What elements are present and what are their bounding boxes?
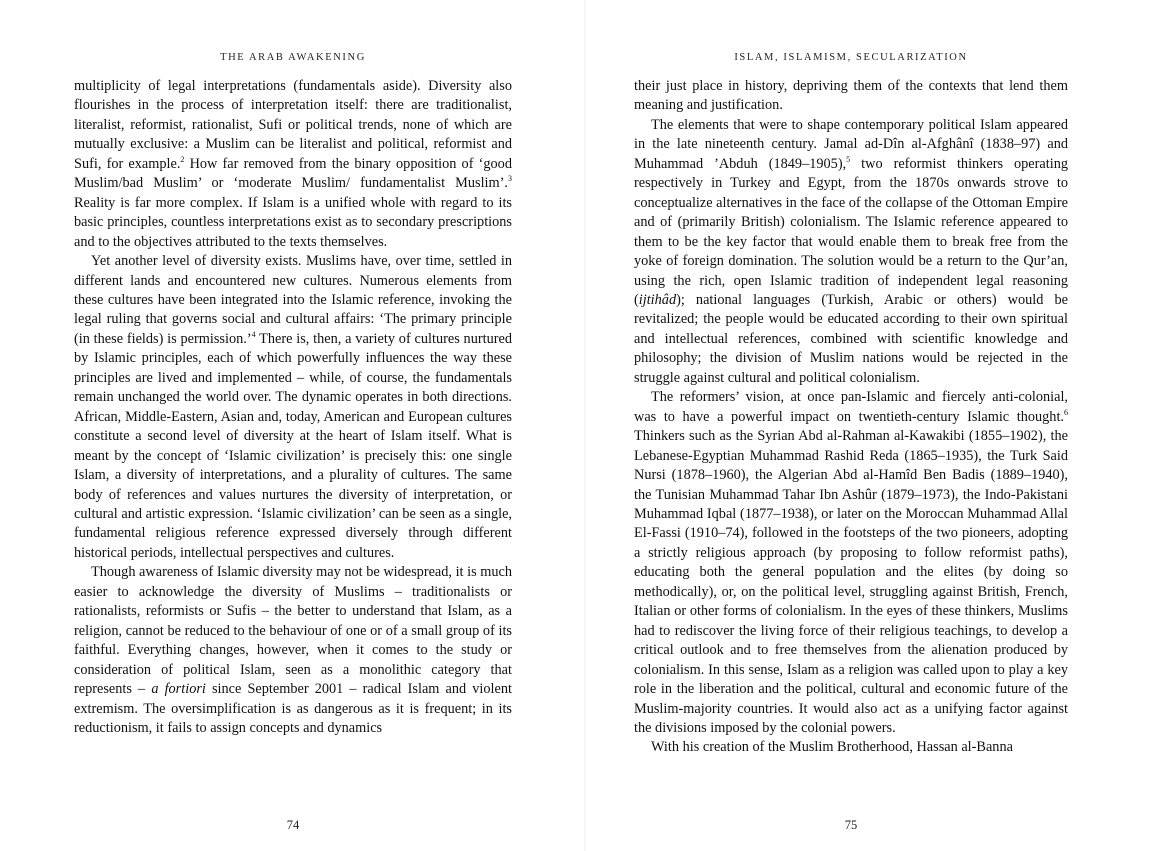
paragraph [74, 77, 512, 252]
footnote-ref[interactable]: 6 [1064, 407, 1068, 417]
text-run: ); national languages (Turkish, Arabic or others) would be revitalized; the people would be educated according to their own spiritual and intellectual references, combined with scientific knowledge and philosophy; the division of Muslim nations would be rejected in the struggle against cultural and political colonialism. [634, 291, 1068, 386]
paragraph: With his creation of the Muslim Brotherhood, Hassan al-Banna [651, 739, 1013, 756]
footnote-ref[interactable]: 3 [508, 174, 512, 184]
italic-phrase: a fortiori [151, 681, 206, 698]
text-run: multiplicity of legal interpretations (fundamentals aside). Diversity also flourishes in the process of interpretation itself: there are traditionalist, literalist, reformist, rationalist, Sufi or political trends, none of which are mutually exclusive: a Muslim can be literalist and political, reformist and Sufi, for example. [74, 78, 512, 172]
paragraph [634, 388, 1068, 738]
text-run: Thinkers such as the Syrian Abd al-Rahman al-Kawakibi (1855–1902), the Lebanese-Egyptian Muhammad Rashid Reda (1865–1935), the Turk Said Nursi (1878–1960), the Algerian Abd al-Hamîd Ben Badis (1889–1940), the Tunisian Muhammad Tahar Ibn Ashûr (1879–1973), the Indo-Pakistani Muhammad Iqbal (1877–1938), or later on the Moroccan Muhammad Allal El-Fassi (1910–74), followed in the footsteps of the two pioneers, adopting a strictly religious approach (by proposing to follow reformist paths), educating both the general population and the elites (by doing so methodically), or, on the political level, struggling against British, French, Italian or other forms of colonialism. In the eyes of these thinkers, Muslims had to rediscover the living force of their religious teachings, to develop a critical outlook and to free themselves from the alienation produced by colonialism. In this sense, Islam as a religion was called upon to play a key role in the liberation and the political, cultural and economic future of the Muslim-majority countries. It would also act as a unifying factor against the divisions imposed by the colonial powers. [634, 428, 1068, 736]
paragraph [634, 116, 1068, 388]
paragraph [74, 252, 512, 563]
text-run: There is, then, a variety of cultures nurtured by Islamic principles, each of which powerfully influences the way these principles are lived and implemented – while, of course, the fundamentals remain unchanged the world over. The dynamic operates in both directions. African, Middle-Eastern, Asian and, today, American and European cultures constitute a second level of diversity at the heart of Islam itself. What is meant by the concept of ‘Islamic civilization’ is precisely this: one single Islam, a diversity of interpretations, and a plurality of cultures. The same body of references and values nurtures the diversity of interpretation, or cultural and artistic expression. ‘Islamic civilization’ can be seen as a single, fundamental religious reference expressed diversely through different historical periods, intellectual perspectives and cultures. [74, 330, 512, 561]
text-run: The reformers’ vision, at once pan-Islamic and fiercely anti-colonial, was to have a powerful impact on twentieth-century Islamic thought. [634, 389, 1068, 425]
text-run: Though awareness of Islamic diversity may not be widespread, it is much easier to acknowledge the diversity of Muslims – traditionalists or rationalists, reformists or Sufis – the better to understand that Islam, as a religion, cannot be reduced to the behaviour of one or of a small group of its faithful. Everything changes, however, when it comes to the study or consideration of political Islam, seen as a monolithic category that represents – [74, 564, 512, 698]
text-run: How far removed from the binary opposition of ‘good Muslim/bad Muslim’ or ‘moderate Muslim/ fundamentalist Muslim’. [74, 155, 512, 192]
text-run: Reality is far more complex. If Islam is a unified whole with regard to its basic principles, countless interpretations exist as to secondary prescriptions and to the objectives attributed to the texts themselves. [74, 194, 512, 250]
running-head-left: THE ARAB AWAKENING [220, 52, 366, 63]
text-run: since September 2001 – radical Islam and violent extremism. The oversimplification is as dangerous as it is frequent; in its reductionism, it fails to assign concepts and dynamics [74, 681, 512, 736]
right-page [634, 0, 1068, 851]
page-number-right: 75 [844, 818, 858, 832]
left-page [74, 0, 512, 851]
left-page-body [74, 77, 512, 738]
paragraph [74, 563, 512, 738]
text-run: Yet another level of diversity exists. Muslims have, over time, settled in different lands and encountered new cultures. Numerous elements from these cultures have been integrated into the Islamic reference, invoking the legal ruling that governs social and cultural affairs: ‘The primary principle (in these fields) is permission.’ [74, 253, 512, 347]
footnote-ref[interactable]: 2 [180, 154, 185, 164]
footnote-ref[interactable]: 4 [251, 329, 256, 339]
footnote-ref[interactable]: 5 [846, 154, 851, 164]
text-run: The elements that were to shape contemporary political Islam appeared in the late nineteenth century. Jamal ad-Dîn al-Afghânî (1838–97) and Muhammad ’Abduh (1849–1905), [634, 116, 1068, 172]
text-run: two reformist thinkers operating respectively in Turkey and Egypt, from the 1870s onwards strove to conceptualize alternatives in the face of the collapse of the Ottoman Empire and of (primarily British) colonialism. The Islamic reference appeared to them to be the key factor that would enable them to break free from the yoke of foreign domination. The solution would be a return to the Qur’an, using the rich, open Islamic tradition of independent legal reasoning ( [634, 155, 1068, 308]
italic-phrase: ijtihâd [638, 291, 677, 308]
running-head-right: ISLAM, ISLAMISM, SECULARIZATION [734, 52, 968, 63]
gutter [584, 0, 586, 851]
right-page-body [634, 77, 1068, 758]
page-number-left: 74 [286, 818, 300, 832]
paragraph: their just place in history, depriving them of the contexts that lend them meaning and justification. [634, 78, 1068, 114]
